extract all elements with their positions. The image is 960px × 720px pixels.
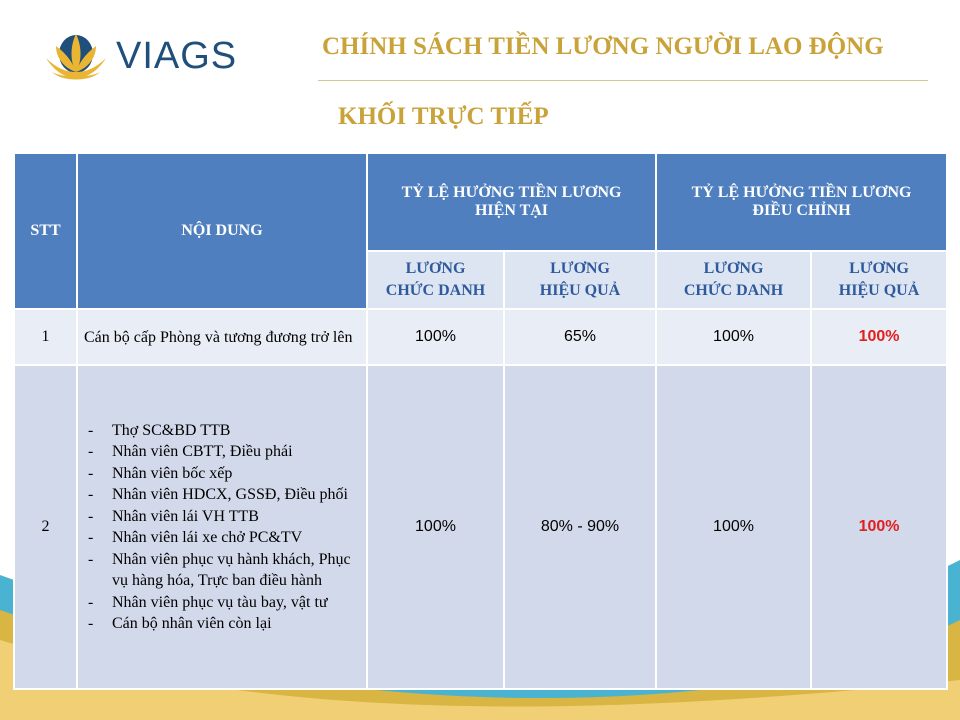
sub-label-line1: LƯƠNG — [550, 260, 610, 277]
list-item — [84, 592, 360, 614]
list-dash: - — [88, 550, 94, 568]
list-item — [84, 549, 360, 592]
lotus-icon — [42, 28, 110, 84]
sub-label-line2: HIỆU QUẢ — [838, 282, 920, 299]
section-subtitle: KHỐI TRỰC TIẾP — [338, 103, 549, 130]
list-item-text: Thợ SC&BD TTB — [112, 421, 231, 439]
page-title: CHÍNH SÁCH TIỀN LƯƠNG NGƯỜI LAO ĐỘNG — [322, 33, 884, 60]
list-item-text: Nhân viên HDCX, GSSĐ, Điều phối — [112, 486, 348, 503]
list-dash: - — [88, 529, 94, 546]
salary-table — [13, 152, 948, 690]
sub-label-line1: LƯƠNG — [405, 260, 466, 277]
subheader-adjusted-title-salary — [656, 251, 811, 309]
current-title-rate: 100% — [367, 365, 504, 689]
list-dash: - — [88, 443, 94, 460]
header-current-line2: HIỆN TẠI — [474, 202, 549, 219]
list-dash: - — [88, 464, 94, 482]
header-content: NỘI DUNG — [77, 153, 367, 309]
list-dash: - — [88, 507, 94, 525]
table-row — [14, 309, 947, 365]
current-perf-rate: 80% - 90% — [504, 365, 656, 689]
list-item — [84, 613, 360, 635]
list-dash: - — [88, 486, 94, 503]
list-dash: - — [88, 615, 94, 632]
subheader-current-title-salary — [367, 251, 504, 309]
header-adjusted-line1: TỶ LỆ HƯỞNG TIỀN LƯƠNG — [691, 184, 912, 201]
list-item — [84, 506, 360, 528]
logo-text: VIAGS — [116, 34, 238, 77]
viags-logo — [42, 28, 237, 84]
list-item-text: Nhân viên lái VH TTB — [112, 507, 259, 525]
header-current-line1: TỶ LỆ HƯỞNG TIỀN LƯƠNG — [401, 184, 622, 201]
list-item — [84, 420, 360, 442]
list-item — [84, 527, 360, 549]
list-item-text: Nhân viên phục vụ hành khách, Phục vụ hàng hóa, Trực ban điều hành — [112, 550, 351, 589]
list-item-text: Nhân viên lái xe chở PC&TV — [112, 529, 303, 546]
subheader-adjusted-perf-salary — [811, 251, 947, 309]
current-title-rate: 100% — [367, 309, 504, 365]
table-row — [14, 365, 947, 689]
position-list — [84, 420, 360, 635]
adjusted-title-rate: 100% — [656, 365, 811, 689]
header-adjusted-line2: ĐIỀU CHỈNH — [752, 202, 851, 219]
row-content-list — [77, 365, 367, 689]
list-item-text: Cán bộ nhân viên còn lại — [112, 615, 272, 632]
adjusted-perf-rate: 100% — [811, 365, 947, 689]
adjusted-title-rate: 100% — [656, 309, 811, 365]
adjusted-perf-rate: 100% — [811, 309, 947, 365]
sub-label-line2: CHỨC DANH — [385, 282, 486, 299]
subheader-current-perf-salary — [504, 251, 656, 309]
header-adjusted-rate — [656, 153, 947, 251]
row-content: Cán bộ cấp Phòng và tương đương trở lên — [77, 309, 367, 365]
list-item — [84, 484, 360, 506]
list-item-text: Nhân viên phục vụ tàu bay, vật tư — [112, 593, 328, 611]
current-perf-rate: 65% — [504, 309, 656, 365]
sub-label-line2: HIỆU QUẢ — [539, 282, 621, 299]
header-current-rate — [367, 153, 656, 251]
list-item-text: Nhân viên bốc xếp — [112, 464, 233, 482]
list-item-text: Nhân viên CBTT, Điều phái — [112, 443, 293, 460]
row-stt: 1 — [14, 309, 77, 365]
list-item — [84, 463, 360, 485]
row-stt: 2 — [14, 365, 77, 689]
sub-label-line1: LƯƠNG — [849, 260, 909, 277]
header-stt: STT — [14, 153, 77, 309]
title-divider — [318, 80, 928, 81]
sub-label-line2: CHỨC DANH — [683, 282, 784, 299]
list-dash: - — [88, 593, 94, 611]
list-dash: - — [88, 421, 94, 439]
list-item — [84, 441, 360, 463]
sub-label-line1: LƯƠNG — [703, 260, 764, 277]
